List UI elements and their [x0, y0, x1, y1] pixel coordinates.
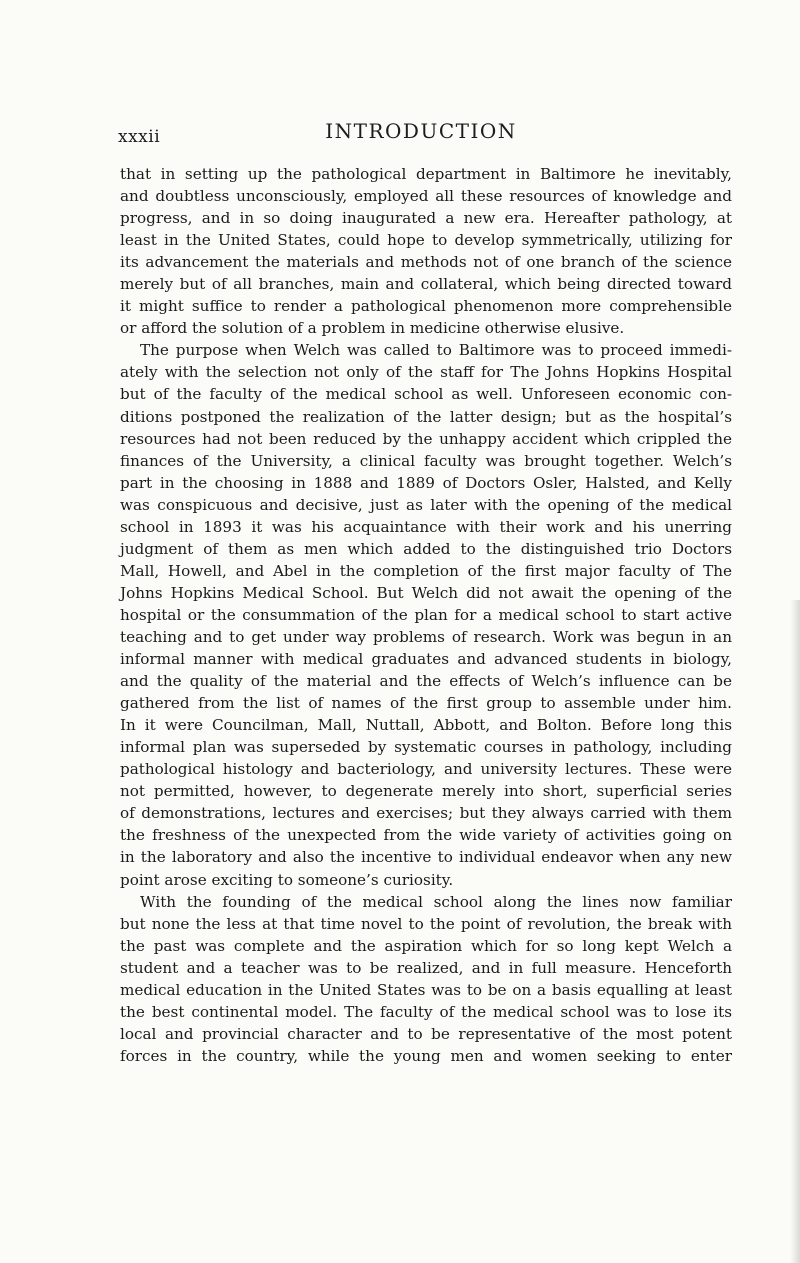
text-line: finances of the University, a clinical faculty was brought together. Welch’s — [120, 451, 732, 470]
text-line: progress, and in so doing inaugurated a new era. Hereafter pathology, at — [120, 209, 732, 228]
text-line: Mall, Howell, and Abel in the completion of the first major faculty of The — [120, 561, 732, 580]
body-text — [120, 163, 732, 1067]
text-line: not permitted, however, to degenerate merely into short, superficial series — [120, 782, 732, 801]
text-line: or afford the solution of a problem in medicine otherwise elusive. — [120, 319, 625, 338]
text-line: merely but of all branches, main and collateral, which being directed toward — [120, 275, 732, 294]
text-line: medical education in the United States was to be on a basis equalling at least — [120, 980, 732, 999]
text-line: it might suffice to render a pathological phenomenon more comprehensible — [120, 297, 732, 316]
text-line: but none the less at that time novel to the point of revolution, the break with — [120, 914, 732, 933]
text-line: informal manner with medical graduates and advanced students in biology, — [120, 650, 732, 669]
text-line: informal plan was superseded by systematic courses in pathology, including — [120, 738, 732, 757]
text-line: the best continental model. The faculty of the medical school was to lose its — [120, 1002, 732, 1021]
text-line: hospital or the consummation of the plan for a medical school to start active — [120, 605, 732, 624]
text-line: in the laboratory and also the incentive to individual endeavor when any new — [120, 848, 732, 867]
text-line: ately with the selection not only of the staff for The Johns Hopkins Hospital — [120, 363, 732, 382]
text-line: least in the United States, could hope to develop symmetrically, utilizing for — [120, 231, 732, 250]
text-line: school in 1893 it was his acquaintance with their work and his unerring — [120, 517, 732, 536]
text-line: of demonstrations, lectures and exercises; but they always carried with them — [120, 804, 732, 823]
text-line: and doubtless unconsciously, employed all these resources of knowledge and — [120, 187, 732, 206]
text-line: pathological histology and bacteriology, and university lectures. These were — [120, 760, 732, 779]
text-line: forces in the country, while the young men and women seeking to enter — [120, 1046, 732, 1065]
text-line: With the founding of the medical school along the lines now familiar — [140, 892, 732, 911]
text-line: its advancement the materials and methods not of one branch of the science — [120, 253, 732, 272]
text-line: the past was complete and the aspiration which for so long kept Welch a — [120, 936, 732, 955]
page-header — [118, 119, 730, 153]
text-line: but of the faculty of the medical school as well. Unforeseen economic con- — [120, 385, 732, 404]
text-line: resources had not been reduced by the unhappy accident which crippled the — [120, 429, 732, 448]
text-line: judgment of them as men which added to the distinguished trio Doctors — [120, 539, 732, 558]
text-line: teaching and to get under way problems of research. Work was begun in an — [120, 627, 732, 646]
text-line: gathered from the list of names of the first group to assemble under him. — [120, 694, 732, 713]
running-head: INTRODUCTION — [325, 119, 517, 143]
text-line: The purpose when Welch was called to Baltimore was to proceed immedi- — [140, 341, 732, 360]
page-number: xxxii — [118, 127, 161, 147]
text-line: student and a teacher was to be realized, and in full measure. Henceforth — [120, 958, 732, 977]
text-line: and the quality of the material and the effects of Welch’s influence can be — [120, 672, 732, 691]
text-line: In it were Councilman, Mall, Nuttall, Abbott, and Bolton. Before long this — [120, 716, 732, 735]
text-line: ditions postponed the realization of the latter design; but as the hospital’s — [120, 407, 732, 426]
text-line: point arose exciting to someone’s curiosity. — [120, 870, 454, 889]
text-line: was conspicuous and decisive, just as later with the opening of the medical — [120, 495, 732, 514]
text-line: the freshness of the unexpected from the wide variety of activities going on — [120, 826, 732, 845]
text-line: local and provincial character and to be representative of the most potent — [120, 1024, 732, 1043]
page-edge-shadow — [790, 600, 800, 1263]
text-line: part in the choosing in 1888 and 1889 of Doctors Osler, Halsted, and Kelly — [120, 473, 732, 492]
text-line: that in setting up the pathological department in Baltimore he inevitably, — [120, 165, 732, 183]
text-line: Johns Hopkins Medical School. But Welch did not await the opening of the — [120, 583, 732, 602]
